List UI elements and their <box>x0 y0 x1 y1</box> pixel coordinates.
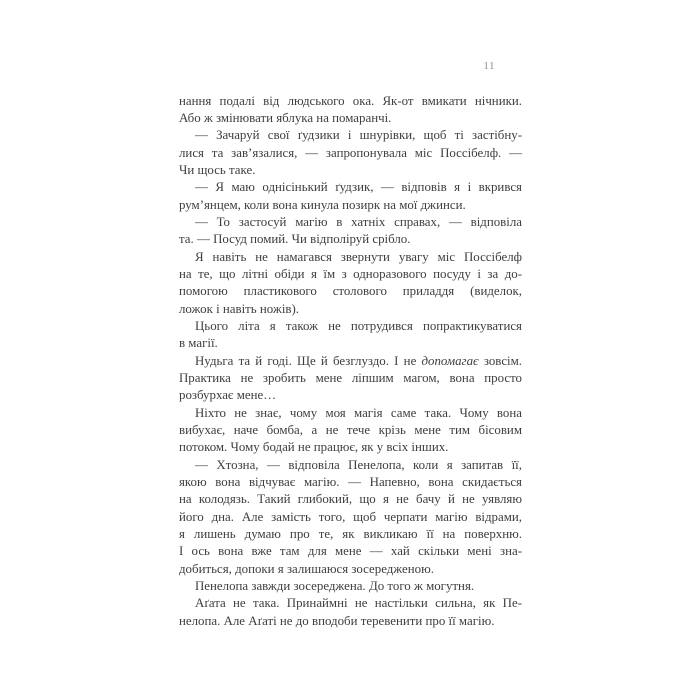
text-line: на колодязь. Такий глибокий, що я не бачу й не уявляю <box>179 492 522 507</box>
text-line: Аґата не така. Принаймні не настільки сильна, як Пе- <box>195 596 522 611</box>
text-line: добиться, допоки я залишаюся зосередженою. <box>179 561 434 576</box>
text-line: І ось вона вже там для мене — хай скільки мені зна- <box>179 544 522 559</box>
text-line: — Зачаруй свої ґудзики і шнурівки, щоб ті застібну- <box>195 128 522 143</box>
text-line: нелопа. Але Аґаті не до вподоби теревенити про її магію. <box>179 613 495 628</box>
text-line: потоком. Чому бодай не працює, як у всіх інших. <box>179 440 449 455</box>
text-line: Ніхто не знає, чому моя магія саме така. Чому вона <box>195 405 522 420</box>
text-line: ложок і навіть ножів). <box>179 301 300 316</box>
text-line: — Я маю однісінький ґудзик, — відповів я і вкрився <box>195 180 522 195</box>
text-line: якою вона відчуває магію. — Напевно, вона скидається <box>179 475 522 490</box>
text-line: Чи щось таке. <box>179 162 256 177</box>
text-line: та. — Посуд помий. Чи відполіруй срібло. <box>179 232 411 247</box>
text-line: помогою пластикового столового приладдя (виделок, <box>179 284 522 299</box>
text-line: — То застосуй магію в хатніх справах, — відповіла <box>195 214 522 229</box>
text-line: його дна. Але замість того, щоб черпати магію відрами, <box>179 509 522 524</box>
text-line: Я навіть не намагався звернути увагу міс Поссібелф <box>195 249 522 264</box>
page-number: 11 <box>483 60 495 72</box>
text-line: Або ж змінювати яблука на помаранчі. <box>179 110 392 125</box>
text-line: на те, що літні обіди я їм з одноразового посуду і за до- <box>179 266 522 281</box>
text-line: рум’янцем, коли вона кинула позирк на мої джинси. <box>179 197 466 212</box>
text-line: Практика не зробить мене ліпшим магом, вона просто <box>179 371 522 385</box>
text-line: лися та зав’язалися, — запропонувала міс Поссібелф. — <box>179 145 522 160</box>
text-line: розбурхає мене… <box>179 388 277 403</box>
text-line: в магії. <box>179 336 218 351</box>
text-line: Цього літа я також не потрудився попрактикуватися <box>195 318 522 333</box>
text-line: Нудьга та й годі. Ще й безглуздо. І не допомагає зовсім. <box>195 353 522 368</box>
text-block <box>179 93 522 631</box>
text-line: нання подалі від людського ока. Як-от вмикати нічники. <box>179 93 522 108</box>
text-line: — Хтозна, — відповіла Пенелопа, коли я запитав її, <box>195 457 522 472</box>
text-line: вибухає, наче бомба, а не тече крізь мене тим бісовим <box>179 423 522 438</box>
text-line: я лишень думаю про те, як викликаю її на поверхню. <box>179 527 522 542</box>
text-line: Пенелопа завжди зосереджена. До того ж могутня. <box>195 579 475 594</box>
